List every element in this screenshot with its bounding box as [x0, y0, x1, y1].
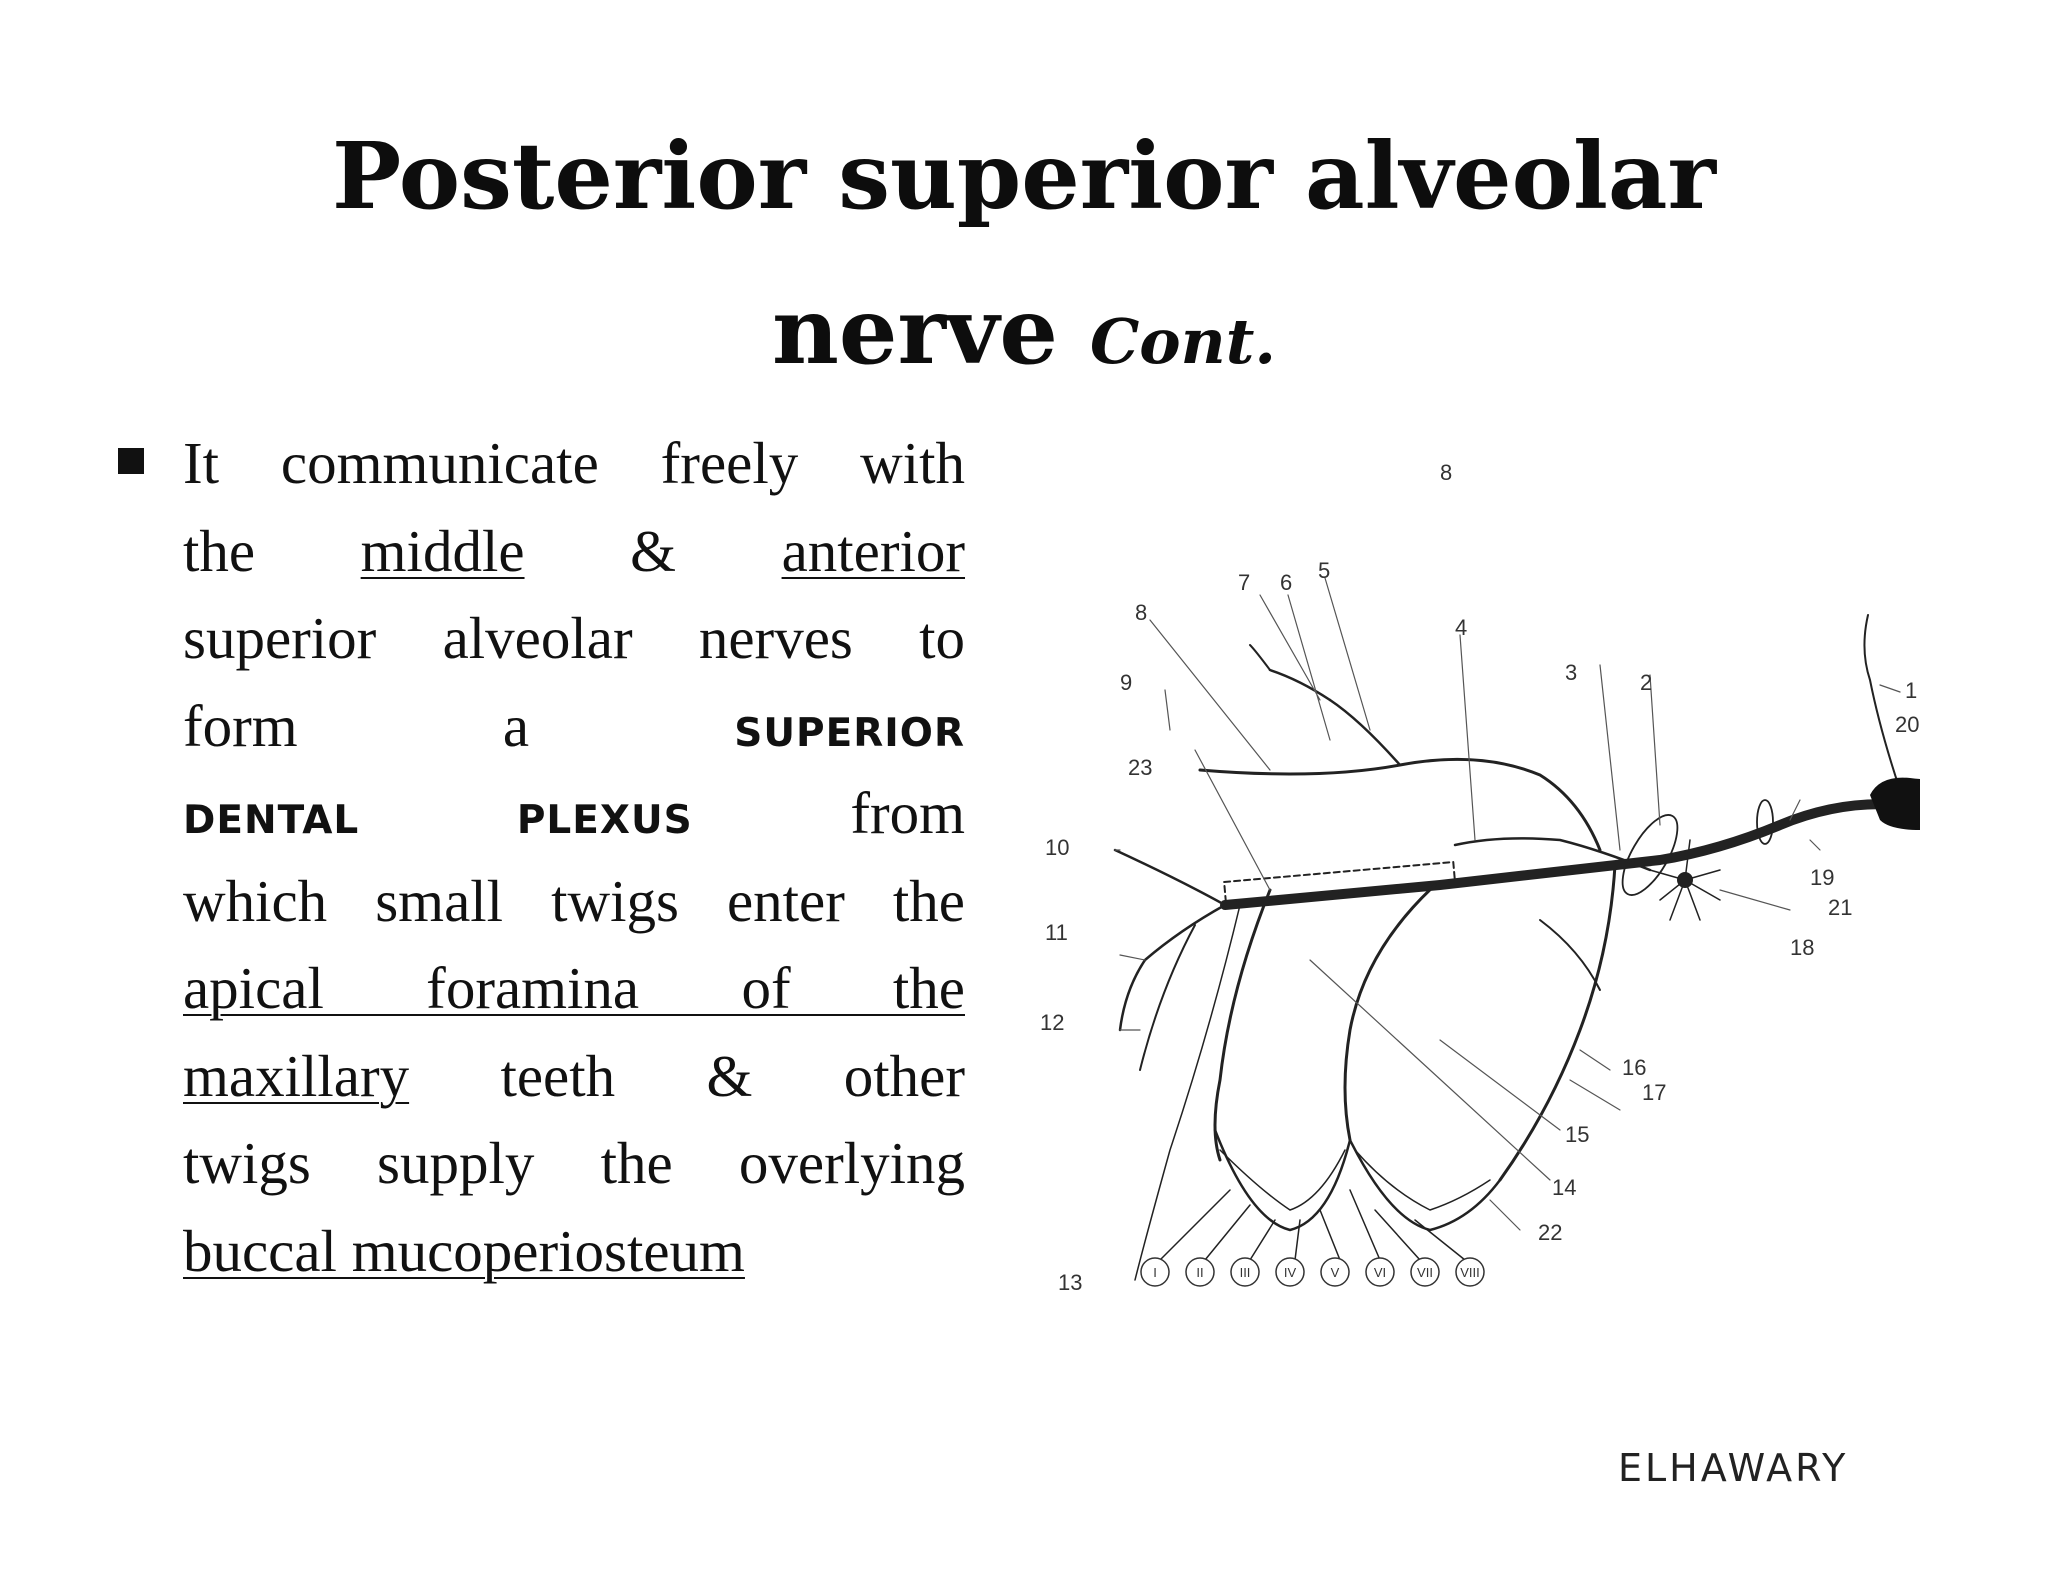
nerve-diagram	[1020, 430, 1920, 1310]
tooth-label-VI: VI	[1373, 1265, 1387, 1280]
bullet-square-icon	[118, 448, 144, 474]
label-9: 9	[1120, 670, 1133, 695]
text-line-5	[183, 770, 965, 858]
tooth-label-VIII: VIII	[1460, 1265, 1480, 1280]
word-anterior: anterior	[781, 517, 966, 584]
label-5: 5	[1318, 558, 1331, 583]
branch-6	[1270, 670, 1330, 700]
plexus-loop-right	[1350, 1140, 1500, 1230]
label-12: 12	[1040, 1010, 1065, 1035]
label-6: 6	[1280, 570, 1293, 595]
text-line-2	[183, 508, 965, 596]
text-line-10: buccal mucoperiosteum	[183, 1217, 745, 1284]
ganglion-18-core	[1677, 872, 1693, 888]
words-teeth-other: teeth & other	[500, 1042, 965, 1109]
label-4: 4	[1455, 615, 1468, 640]
plexus-loop-left	[1215, 1130, 1350, 1230]
title-nerve: nerve	[772, 277, 1058, 385]
label-22: 22	[1538, 1220, 1563, 1245]
label-23: 23	[1128, 755, 1153, 780]
word-maxillary: maxillary	[183, 1042, 410, 1109]
descend-middle	[1345, 885, 1435, 1140]
label-19: 19	[1810, 865, 1835, 890]
label-8: 8	[1135, 600, 1148, 625]
slide-title-line2	[0, 277, 2048, 385]
text-line-7: apical foramina of the	[183, 955, 965, 1021]
label-8-top: 8	[1440, 460, 1453, 485]
label-11: 11	[1045, 920, 1068, 945]
label-14: 14	[1552, 1175, 1577, 1200]
label-21: 21	[1828, 895, 1853, 920]
label-13: 13	[1058, 1270, 1083, 1295]
main-nerve-trunk	[1225, 804, 1900, 905]
text-line-4	[183, 683, 965, 771]
title-cont: Cont.	[1089, 305, 1276, 378]
text-line-9: twigs supply the overlying	[183, 1130, 965, 1196]
label-18: 18	[1790, 935, 1815, 960]
word-dental: dental	[183, 782, 360, 847]
label-7: 7	[1238, 570, 1251, 595]
branch-5	[1330, 700, 1400, 765]
word-from: from	[850, 780, 966, 846]
label-2: 2	[1640, 670, 1653, 695]
label-10: 10	[1045, 835, 1070, 860]
oval-19	[1757, 800, 1773, 844]
word-superior: superior	[734, 694, 965, 760]
word-middle: middle	[360, 517, 525, 584]
branch-upper	[1200, 759, 1600, 850]
word-the: the	[183, 517, 256, 584]
bullet-text	[183, 420, 965, 1295]
word-form: form	[183, 692, 298, 759]
branch-10	[1115, 850, 1225, 905]
descend-left	[1215, 890, 1270, 1160]
branch-16	[1540, 920, 1600, 990]
author-footer: ELHAWARY	[1618, 1446, 1849, 1490]
tooth-label-III: III	[1239, 1265, 1251, 1280]
tooth-label-I: I	[1153, 1265, 1157, 1280]
branch-11	[1120, 905, 1225, 1030]
text-line-1: It communicate freely with	[183, 430, 965, 496]
label-15: 15	[1565, 1122, 1590, 1147]
branch-7	[1250, 645, 1270, 670]
slide-title-line1: Posterior superior alveolar	[332, 122, 1716, 230]
ganglion-20-mass	[1870, 775, 1920, 830]
tooth-label-VII: VII	[1417, 1265, 1433, 1280]
label-17: 17	[1642, 1080, 1667, 1105]
label-16: 16	[1622, 1055, 1647, 1080]
text-line-8	[183, 1033, 965, 1121]
text-line-3: superior alveolar nerves to	[183, 605, 965, 671]
label-1: 1	[1905, 678, 1918, 703]
descend-right	[1500, 865, 1615, 1180]
branch-12	[1140, 925, 1195, 1070]
tooth-label-IV: IV	[1283, 1265, 1297, 1280]
word-plexus: plexus	[516, 782, 693, 847]
text-line-6: which small twigs enter the	[183, 867, 965, 934]
word-ampersand: &	[630, 517, 676, 584]
branch-1	[1864, 615, 1900, 790]
tooth-label-II: II	[1196, 1265, 1204, 1280]
word-a: a	[502, 692, 530, 759]
label-3: 3	[1565, 660, 1578, 685]
tooth-label-V: V	[1330, 1265, 1340, 1280]
branch-13	[1135, 905, 1240, 1280]
label-20: 20	[1895, 712, 1920, 737]
